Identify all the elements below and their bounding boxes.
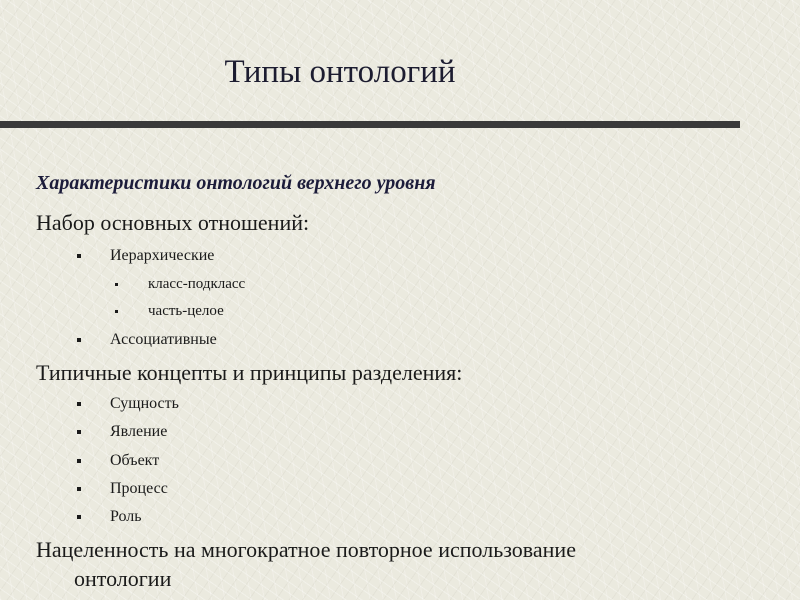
list-item-label: часть-целое: [148, 303, 224, 319]
list-item-label: класс-подкласс: [148, 276, 246, 292]
list-item: [110, 331, 217, 349]
section-heading-relations: Набор основных отношений:: [36, 210, 310, 235]
bullet-icon: [77, 459, 81, 463]
bullet-icon: [77, 402, 81, 406]
list-item: [110, 452, 159, 470]
list-item-label: Иерархические: [110, 247, 215, 264]
bullet-icon: [77, 338, 81, 342]
title-divider: [0, 121, 740, 128]
bullet-icon: [77, 430, 81, 434]
list-item: [110, 480, 168, 498]
bullet-icon: [77, 254, 81, 258]
list-item-label: Явление: [110, 423, 168, 440]
slide-title: Типы онтологий: [224, 54, 456, 90]
bullet-icon: [77, 515, 81, 519]
list-item: [110, 508, 142, 526]
list-item-label: Процесс: [110, 480, 168, 497]
bullet-icon: [115, 310, 118, 313]
list-item: [148, 276, 245, 293]
bullet-icon: [115, 283, 118, 286]
list-item-label: Ассоциативные: [110, 331, 217, 348]
list-item-label: Объект: [110, 452, 160, 469]
section-heading-concepts: Типичные концепты и принципы разделения:: [36, 360, 463, 385]
list-item: [110, 395, 179, 413]
bullet-icon: [77, 487, 81, 491]
section-heading-reuse-continuation: онтологии: [74, 566, 172, 591]
list-item: [148, 303, 224, 320]
section-heading-reuse: Нацеленность на многократное повторное использование: [36, 537, 576, 562]
list-item: [110, 247, 214, 265]
list-item: [110, 423, 167, 441]
slide-subtitle: Характеристики онтологий верхнего уровня: [36, 172, 436, 194]
list-item-label: Сущность: [110, 395, 179, 412]
list-item-label: Роль: [110, 508, 142, 525]
